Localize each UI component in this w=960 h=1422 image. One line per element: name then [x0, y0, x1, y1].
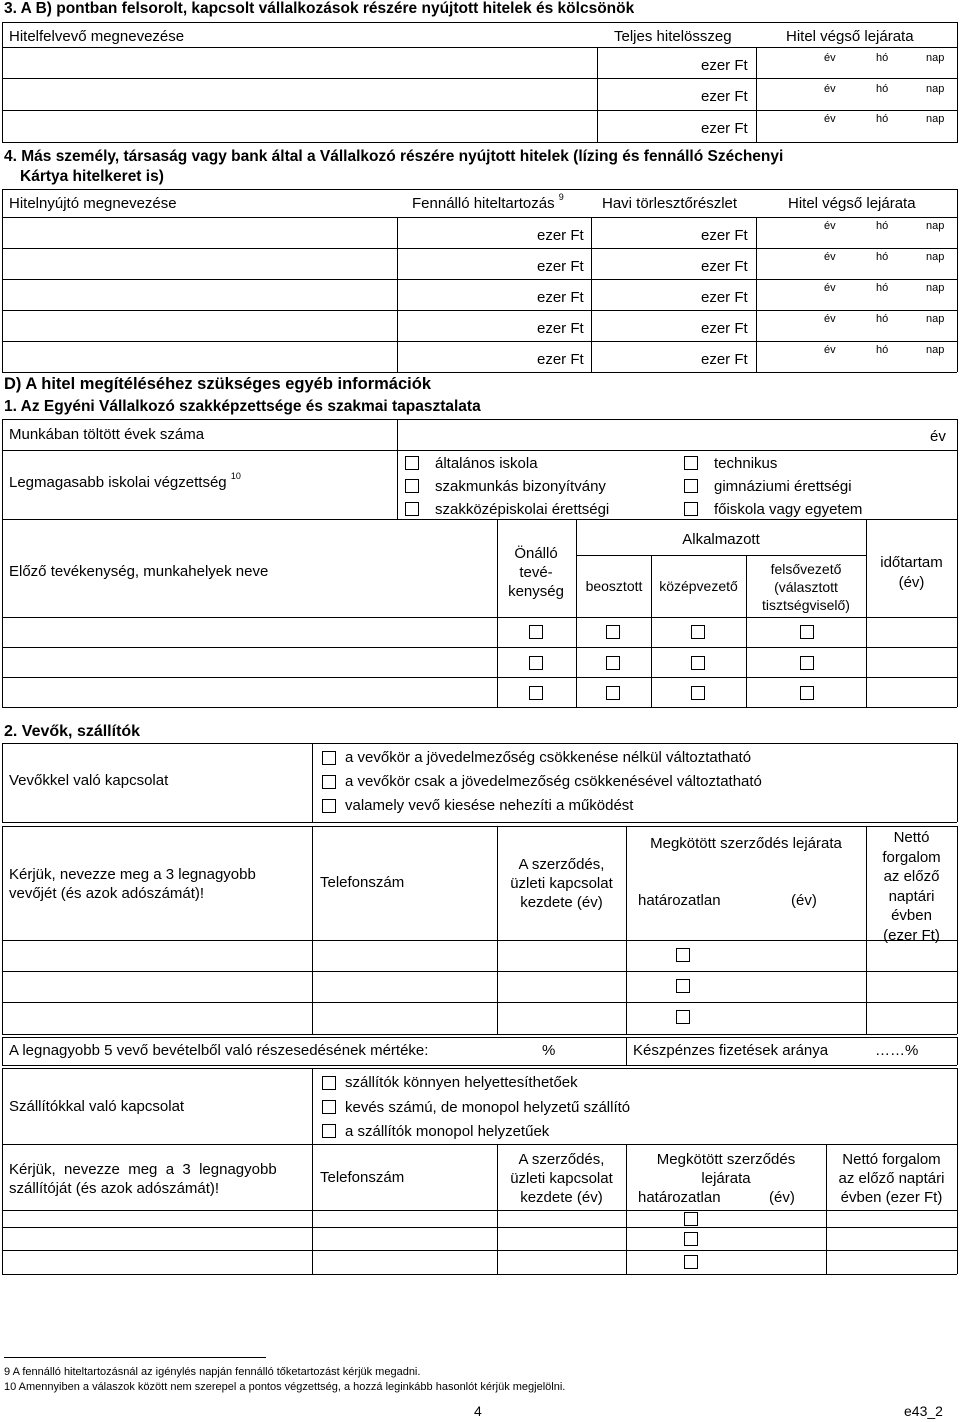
- years-label: Munkában töltött évek száma: [9, 426, 205, 443]
- suppliers-net-header: Nettó forgalom az előző naptári évben (ezer Ft): [838, 1151, 945, 1206]
- ho: hó: [876, 282, 889, 294]
- buyers-rel-option: a vevőkör a jövedelmezőség csökkenése nélkül változtatható: [345, 749, 752, 766]
- edu-option: főiskola vagy egyetem: [714, 501, 863, 518]
- buyers-rel-checkbox[interactable]: [322, 799, 336, 813]
- s4-col-name: Hitelnyújtó megnevezése: [9, 195, 177, 212]
- kozepvezeto-header: középvezető: [659, 578, 738, 594]
- onallo-header: Önálló tevé- kenység: [508, 545, 564, 600]
- unit: ezer Ft: [701, 57, 748, 74]
- suppliers-start-header: A szerződés, üzleti kapcsolat kezdete (év): [510, 1151, 613, 1206]
- buyers-start-header: A szerződés, üzleti kapcsolat kezdete (év): [510, 856, 613, 911]
- edu-option: szakmunkás bizonyítvány: [435, 478, 606, 495]
- cash-value: ……%: [875, 1042, 919, 1059]
- section-d-title: D) A hitel megítéléséhez szükséges egyéb információk: [4, 375, 432, 393]
- nap: nap: [926, 313, 945, 325]
- kozepvezeto-checkbox[interactable]: [691, 656, 705, 670]
- buyers-phone-header: Telefonszám: [320, 874, 405, 891]
- beosztott-checkbox[interactable]: [606, 656, 620, 670]
- nap: nap: [926, 282, 945, 294]
- ho: hó: [876, 220, 889, 232]
- buyers-share-label: A legnagyobb 5 vevő bevételből való részesedésének mértéke:: [9, 1042, 429, 1059]
- suppliers-rel-option: kevés számú, de monopol helyzetű szállító: [345, 1099, 631, 1116]
- buyers-indefinite-checkbox[interactable]: [676, 979, 690, 993]
- ho: hó: [876, 251, 889, 263]
- felsovezeto-header: felsővezető (választott tisztségviselő): [762, 561, 850, 613]
- unit: ezer Ft: [537, 227, 584, 244]
- edu-option: szakközépiskolai érettségi: [435, 501, 610, 518]
- buyers-contract-due-header: Megkötött szerződés lejárata: [650, 835, 842, 852]
- felsovezeto-checkbox[interactable]: [800, 686, 814, 700]
- edu-checkbox[interactable]: [405, 456, 419, 470]
- buyers-indefinite-header: határozatlan: [638, 892, 721, 909]
- edu-checkbox[interactable]: [405, 479, 419, 493]
- kozepvezeto-checkbox[interactable]: [691, 686, 705, 700]
- unit: ezer Ft: [701, 351, 748, 368]
- felsovezeto-checkbox[interactable]: [800, 656, 814, 670]
- nap: nap: [926, 83, 945, 95]
- ev: év: [824, 251, 836, 263]
- edu-checkbox[interactable]: [684, 502, 698, 516]
- suppliers-contract-due-header: Megkötött szerződés lejárata: [656, 1151, 796, 1187]
- s4-col-install: Havi törlesztőrészlet: [602, 195, 738, 212]
- form-code: e43_2: [904, 1403, 943, 1419]
- s3-col-name: Hitelfelvevő megnevezése: [9, 28, 185, 45]
- ev: év: [824, 220, 836, 232]
- page-number: 4: [474, 1403, 482, 1419]
- s4-col-due: Hitel végső lejárata: [788, 195, 916, 212]
- felsovezeto-checkbox[interactable]: [800, 625, 814, 639]
- edu-option: gimnáziumi érettségi: [714, 478, 852, 495]
- edu-checkbox[interactable]: [405, 502, 419, 516]
- buyers-indefinite-checkbox[interactable]: [676, 1010, 690, 1024]
- unit: ezer Ft: [701, 227, 748, 244]
- s3-col-due: Hitel végső lejárata: [786, 28, 914, 45]
- footnote-10: 10 Amennyiben a válaszok között nem szerepel a pontos végzettség, a hozzá leginkább hasonlót kérjük megjelölni.: [4, 1381, 566, 1393]
- ho: hó: [876, 83, 889, 95]
- cash-label: Készpénzes fizetések aránya: [633, 1042, 829, 1059]
- buyers-rel-checkbox[interactable]: [322, 775, 336, 789]
- unit: ezer Ft: [701, 88, 748, 105]
- suppliers-rel-checkbox[interactable]: [322, 1076, 336, 1090]
- edu-checkbox[interactable]: [684, 456, 698, 470]
- buyers-year-header: (év): [791, 892, 817, 909]
- onallo-checkbox[interactable]: [529, 656, 543, 670]
- ev: év: [824, 313, 836, 325]
- buyers-rel-option: a vevőkör csak a jövedelmezőség csökkenésével változtatható: [345, 773, 762, 790]
- ev: év: [824, 344, 836, 356]
- section-4-title: 4. Más személy, társaság vagy bank által a Vállalkozó részére nyújtott hitelek (lízing és fennálló Széchenyi: [4, 148, 784, 165]
- suppliers-indefinite-checkbox[interactable]: [684, 1255, 698, 1269]
- nap: nap: [926, 220, 945, 232]
- suppliers-rel-checkbox[interactable]: [322, 1124, 336, 1138]
- section-3-title: 3. A B) pontban felsorolt, kapcsolt vállalkozások részére nyújtott hitelek és kölcsönök: [4, 0, 635, 17]
- buyers-rel-label: Vevőkkel való kapcsolat: [9, 772, 169, 789]
- buyers-indefinite-checkbox[interactable]: [676, 948, 690, 962]
- nap: nap: [926, 113, 945, 125]
- suppliers-rel-label: Szállítókkal való kapcsolat: [9, 1098, 185, 1115]
- suppliers-rel-checkbox[interactable]: [322, 1100, 336, 1114]
- edu-option: általános iskola: [435, 455, 538, 472]
- section-4-title-2: Kártya hitelkeret is): [20, 168, 164, 185]
- suppliers-year-header: (év): [769, 1189, 795, 1206]
- suppliers-rel-option: szállítók könnyen helyettesíthetőek: [345, 1074, 578, 1091]
- unit: ezer Ft: [537, 320, 584, 337]
- buyers-rel-checkbox[interactable]: [322, 751, 336, 765]
- prev-label: Előző tevékenység, munkahelyek neve: [9, 563, 269, 580]
- beosztott-checkbox[interactable]: [606, 625, 620, 639]
- buyers-title: 2. Vevők, szállítók: [4, 723, 141, 740]
- ho: hó: [876, 344, 889, 356]
- buyers-top-label: Kérjük, nevezze meg a 3 legnagyobb vevőjét (és azok adószámát)!: [9, 866, 256, 902]
- buyers-share-unit: %: [542, 1042, 556, 1059]
- beosztott-checkbox[interactable]: [606, 686, 620, 700]
- s4-col-debt: Fennálló hiteltartozás $^9$: [412, 192, 564, 212]
- onallo-checkbox[interactable]: [529, 625, 543, 639]
- suppliers-indefinite-checkbox[interactable]: [684, 1232, 698, 1246]
- nap: nap: [926, 52, 945, 64]
- beosztott-header: beosztott: [585, 578, 643, 594]
- unit: ezer Ft: [701, 289, 748, 306]
- buyers-net-header: Nettó forgalom az előző naptári évben (ezer Ft): [882, 829, 941, 944]
- suppliers-rel-option: a szállítók monopol helyzetűek: [345, 1123, 550, 1140]
- edu-option: technikus: [714, 455, 778, 472]
- ev: év: [824, 83, 836, 95]
- unit: ezer Ft: [537, 289, 584, 306]
- ev: év: [824, 113, 836, 125]
- buyers-rel-option: valamely vevő kiesése nehezíti a működést: [345, 797, 634, 814]
- unit: ezer Ft: [537, 351, 584, 368]
- unit: ezer Ft: [537, 258, 584, 275]
- edu-checkbox[interactable]: [684, 479, 698, 493]
- s3-col-total: Teljes hitelösszeg: [614, 28, 732, 45]
- edu-label: Legmagasabb iskolai végzettség $^{10}$: [9, 471, 241, 491]
- footnote-9: 9 A fennálló hiteltartozásnál az igénylés napján fennálló tőketartozást kérjük megadni.: [4, 1366, 421, 1378]
- ev: év: [824, 52, 836, 64]
- idotartam-header: időtartam (év): [880, 554, 943, 591]
- nap: nap: [926, 251, 945, 263]
- alkalmazott-header: Alkalmazott: [682, 531, 760, 548]
- unit: ezer Ft: [701, 320, 748, 337]
- ev: év: [824, 282, 836, 294]
- ho: hó: [876, 52, 889, 64]
- ho: hó: [876, 313, 889, 325]
- suppliers-top-label: Kérjük, nevezze meg a 3 legnagyobb szállítóját (és azok adószámát)!: [9, 1161, 277, 1197]
- unit: ezer Ft: [701, 258, 748, 275]
- suppliers-indefinite-header: határozatlan: [638, 1189, 721, 1206]
- unit: ezer Ft: [701, 120, 748, 137]
- kozepvezeto-checkbox[interactable]: [691, 625, 705, 639]
- suppliers-phone-header: Telefonszám: [320, 1169, 405, 1186]
- nap: nap: [926, 344, 945, 356]
- section-d-subtitle: 1. Az Egyéni Vállalkozó szakképzettsége és szakmai tapasztalata: [4, 398, 481, 415]
- ho: hó: [876, 113, 889, 125]
- suppliers-indefinite-checkbox[interactable]: [684, 1212, 698, 1226]
- years-unit: év: [930, 428, 946, 445]
- onallo-checkbox[interactable]: [529, 686, 543, 700]
